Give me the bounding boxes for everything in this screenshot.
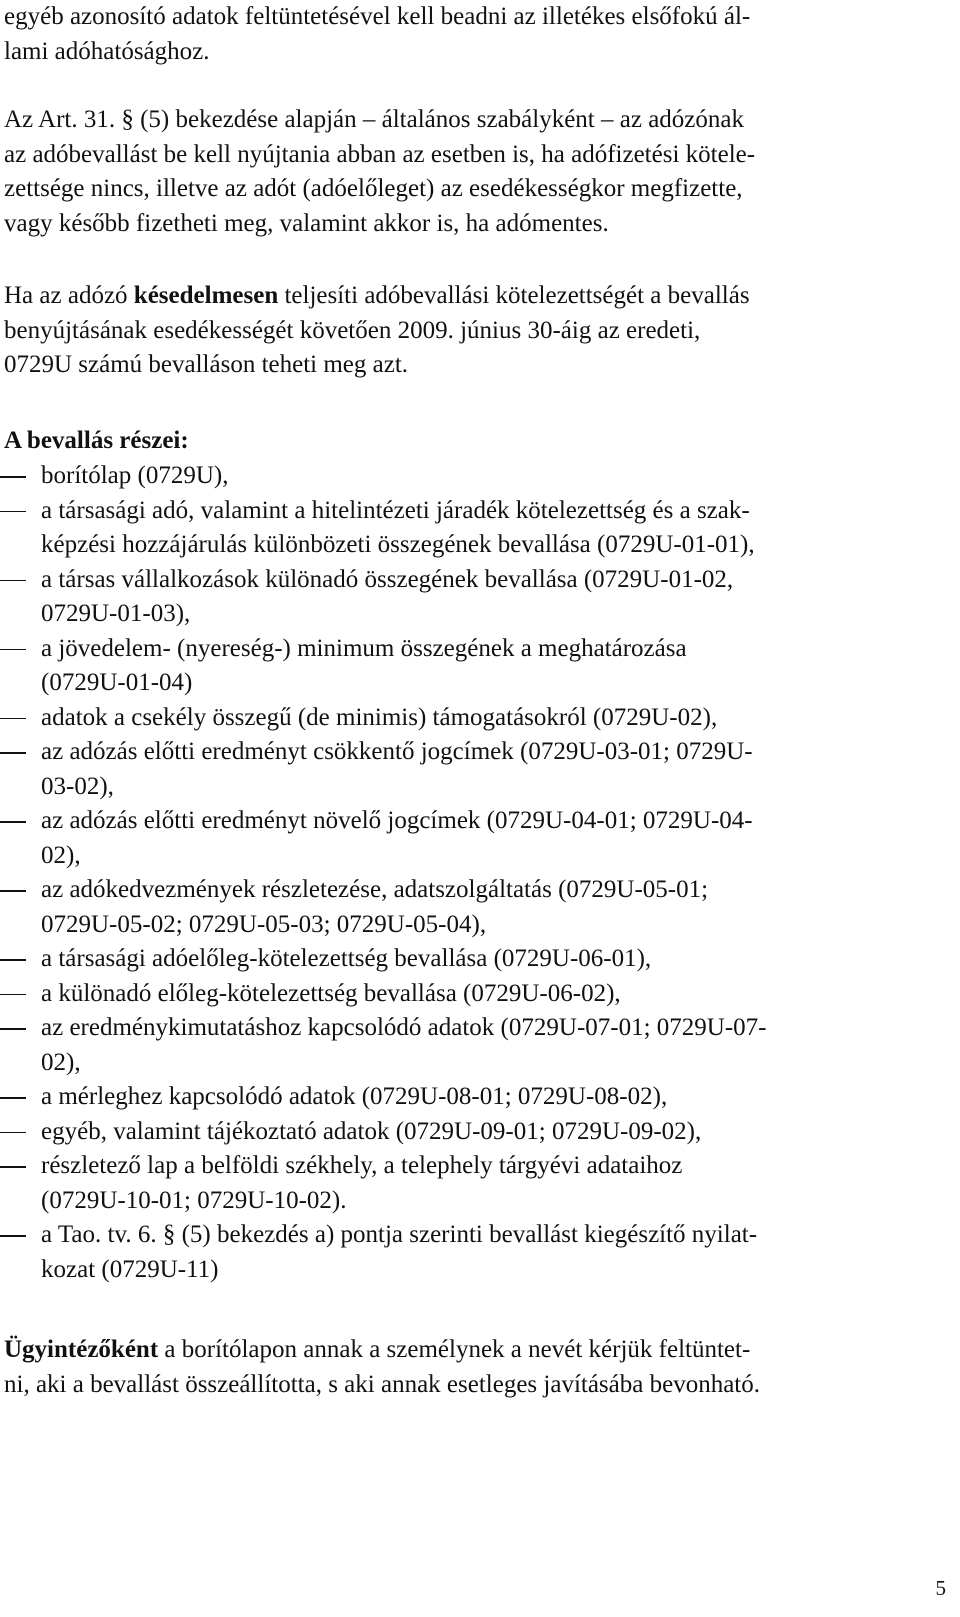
dash-bullet [0, 821, 26, 823]
list-item-text: az adókedvezmények részletezése, adatszolgáltatás (0729U-05-01; 0729U-05-02; 0729U-05-03; 0729U-05-04), [41, 876, 709, 938]
dash-bullet [0, 649, 26, 651]
dash-bullet [0, 1132, 26, 1134]
list-item-text: a különadó előleg-kötelezettség bevallása (0729U-06-02), [41, 979, 621, 1007]
list-item [0, 873, 935, 942]
list-item-text: a társas vállalkozások különadó összegének bevallása (0729U-01-02, 0729U-01-03), [41, 565, 734, 627]
dash-bullet [0, 718, 26, 720]
list-item-text: az adózás előtti eredményt növelő jogcímek (0729U-04-01; 0729U-04- 02), [41, 807, 753, 869]
dash-bullet [0, 1028, 26, 1030]
list-item [0, 942, 935, 977]
dash-bullet [0, 959, 26, 961]
paragraph-intro: egyéb azonosító adatok feltüntetésével kell beadni az illetékes elsőfokú ál- lami adóhatósághoz. [4, 3, 751, 65]
page-number: 5 [935, 1576, 946, 1600]
dash-bullet [0, 1235, 26, 1237]
paragraph-art31: Az Art. 31. § (5) bekezdése alapján – általános szabályként – az adózónak az adóbevallást be kell nyújtania abban az esetben is, ha adófizetési kötele- zettsége nincs, illetve az adót (adóelőleget) az esedékességkor megfizette, vagy később fizetheti meg, valamint akkor is, ha adómentes. [4, 106, 756, 237]
list-item-text: részletező lap a belföldi székhely, a telephely tárgyévi adataihoz (0729U-10-01; 0729U-10-02). [41, 1152, 683, 1214]
list-item-text: a Tao. tv. 6. § (5) bekezdés a) pontja szerinti bevallást kiegészítő nyilat- kozat (0729U-11) [41, 1221, 758, 1283]
administrator-text: a borítólapon annak a személynek a nevét kérjük feltüntet- ni, aki a bevallást összeállította, s aki annak esetleges javításába bevonható. [4, 1336, 760, 1398]
list-item-text: borítólap (0729U), [41, 462, 229, 489]
list-item-text: egyéb, valamint tájékoztató adatok (0729U-09-01; 0729U-09-02), [41, 1117, 702, 1145]
list-item [0, 494, 935, 563]
list-item [0, 735, 935, 804]
list-item [0, 1149, 935, 1218]
administrator-bold-term: Ügyintézőként [4, 1336, 159, 1363]
paragraph-late-filing [4, 279, 929, 383]
dash-bullet [0, 476, 26, 478]
list-item-text: a jövedelem- (nyereség-) minimum összegének a meghatározása (0729U-01-04) [41, 634, 687, 696]
list-item-text: a mérleghez kapcsolódó adatok (0729U-08-01; 0729U-08-02), [41, 1083, 668, 1110]
parts-heading: A bevallás részei: [4, 427, 189, 454]
list-item [0, 804, 935, 873]
list-item-text: az eredménykimutatáshoz kapcsolódó adatok (0729U-07-01; 0729U-07- 02), [41, 1014, 767, 1076]
list-item-text: az adózás előtti eredményt csökkentő jogcímek (0729U-03-01; 0729U- 03-02), [41, 738, 753, 800]
list-item [0, 563, 935, 632]
list-item [0, 1218, 935, 1287]
dash-bullet [0, 752, 26, 754]
dash-bullet [0, 1097, 26, 1099]
dash-bullet [0, 1166, 26, 1168]
list-item [0, 977, 935, 1012]
parts-list [0, 459, 935, 1287]
list-item-text: adatok a csekély összegű (de minimis) támogatásokról (0729U-02), [41, 703, 718, 731]
list-item [0, 459, 935, 494]
list-item [0, 632, 935, 701]
list-item [0, 1011, 935, 1080]
dash-bullet [0, 511, 26, 513]
dash-bullet [0, 580, 26, 582]
list-item-text: a társasági adó, valamint a hitelintézeti járadék kötelezettség és a szak- képzési hozzájárulás különbözeti összegének bevallása (0729U-01-01), [41, 496, 755, 558]
late-filing-bold-term: késedelmesen [133, 282, 279, 309]
list-item [0, 701, 935, 736]
list-item-text: a társasági adóelőleg-kötelezettség bevallása (0729U-06-01), [41, 945, 652, 972]
paragraph-administrator [4, 1333, 929, 1402]
dash-bullet [0, 890, 26, 892]
list-item [0, 1115, 935, 1150]
late-filing-text-after: teljesíti adóbevallási kötelezettségét a bevallás benyújtásának esedékességét követően 2009. június 30-áig az eredeti, 0729U számú bevalláson teheti meg azt. [4, 282, 750, 378]
dash-bullet [0, 994, 26, 996]
list-item [0, 1080, 935, 1115]
late-filing-text-before: Ha az adózó [4, 282, 134, 309]
